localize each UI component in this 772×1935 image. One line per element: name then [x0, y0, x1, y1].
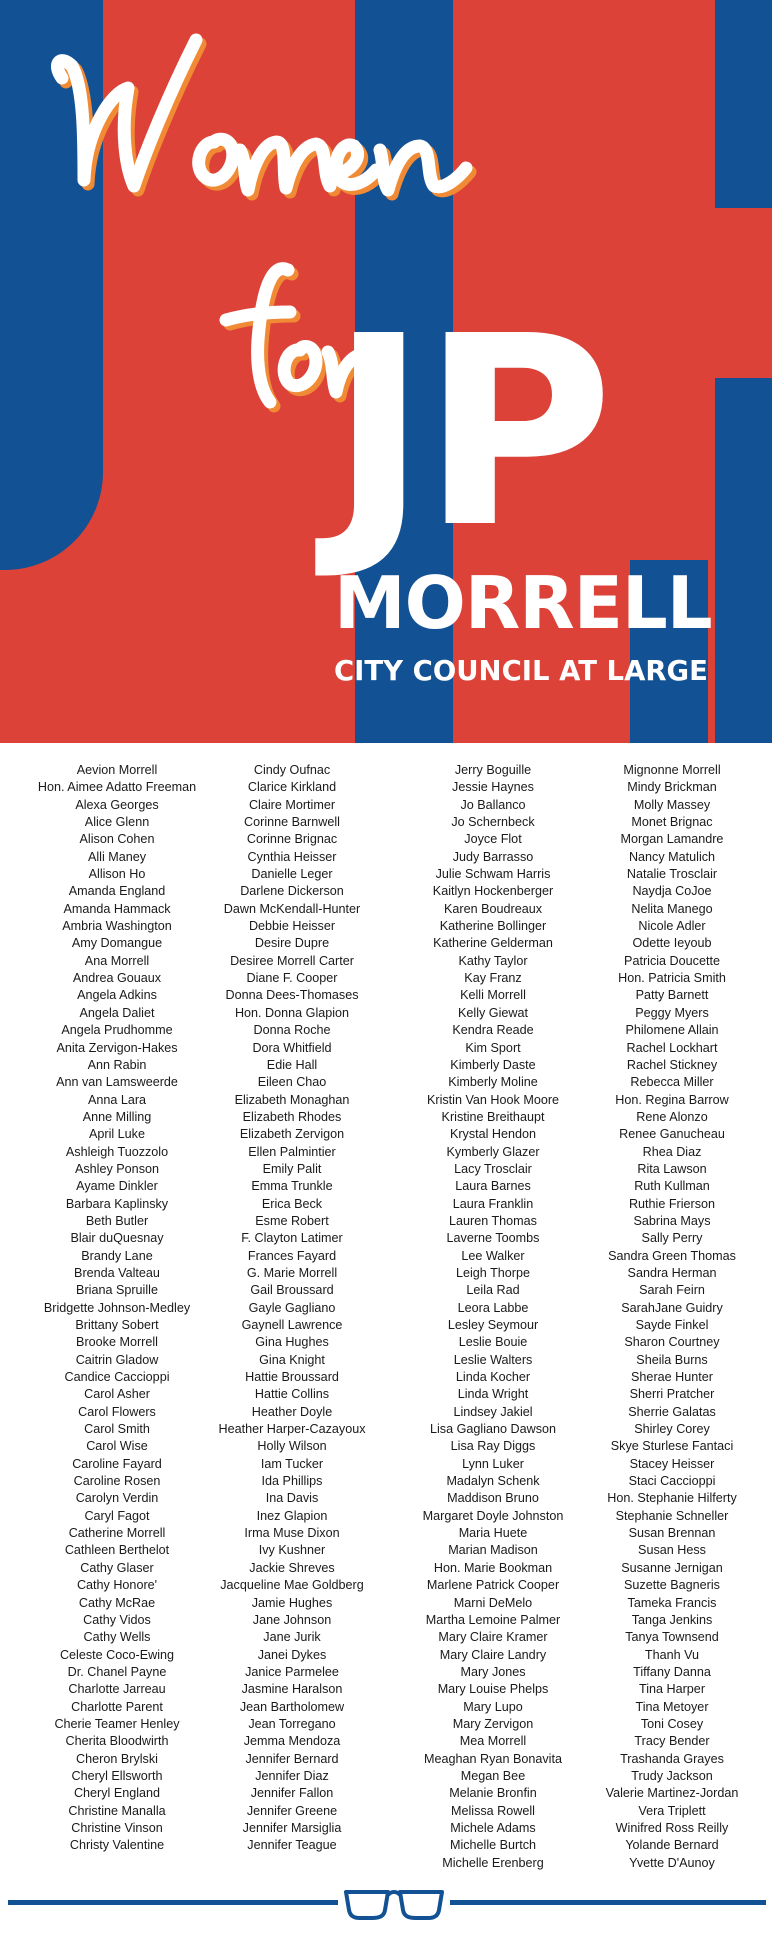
supporter-name: Holly Wilson — [257, 1439, 327, 1454]
supporter-name: Jasmine Haralson — [241, 1682, 343, 1697]
supporter-name: Kelly Giewat — [458, 1005, 528, 1020]
supporter-name: Amy Domangue — [71, 936, 163, 951]
supporters-column-4 — [562, 762, 772, 1872]
supporter-name: Hattie Collins — [254, 1387, 330, 1402]
supporter-name: Ruth Kullman — [634, 1179, 710, 1194]
supporter-name: Julie Schwam Harris — [435, 867, 551, 882]
supporter-name: Carolyn Verdin — [75, 1491, 159, 1506]
supporter-name: Staci Caccioppi — [628, 1474, 716, 1489]
supporter-name: Heather Harper-Cazayoux — [218, 1422, 366, 1437]
supporter-name: Mindy Brickman — [627, 780, 717, 795]
supporter-name: Celeste Coco-Ewing — [59, 1647, 175, 1662]
supporter-name: Shirley Corey — [634, 1422, 710, 1437]
supporter-name: Jennifer Fallon — [250, 1786, 334, 1801]
supporter-name: Briana Spruille — [76, 1283, 158, 1298]
supporter-name: Sherae Hunter — [631, 1370, 713, 1385]
supporter-name: Sherri Pratcher — [629, 1387, 715, 1402]
supporter-name: Gayle Gagliano — [248, 1300, 336, 1315]
supporter-name: Sandra Green Thomas — [608, 1248, 736, 1263]
supporter-name: Susanne Jernigan — [621, 1560, 723, 1575]
supporter-name: Tameka Francis — [627, 1595, 717, 1610]
supporter-name: Joyce Flot — [464, 832, 522, 847]
supporter-name: Gina Knight — [259, 1352, 325, 1367]
supporters-column-2 — [182, 762, 402, 1855]
supporter-name: Melissa Rowell — [451, 1803, 535, 1818]
supporter-name: Diane F. Cooper — [246, 971, 338, 986]
supporter-name: Hon. Patricia Smith — [618, 971, 726, 986]
supporter-name: Jacqueline Mae Goldberg — [220, 1578, 364, 1593]
supporter-name: Jennifer Diaz — [255, 1768, 329, 1783]
supporter-name: Christine Vinson — [71, 1820, 163, 1835]
supporter-name: Amanda England — [68, 884, 166, 899]
supporter-name: Sandra Herman — [627, 1265, 717, 1280]
supporter-name: Judy Barrasso — [452, 849, 534, 864]
supporter-name: Leslie Walters — [453, 1352, 533, 1367]
supporter-name: Frances Fayard — [247, 1248, 337, 1263]
supporter-name: Margaret Doyle Johnston — [422, 1508, 564, 1523]
supporter-name: Brandy Lane — [81, 1248, 153, 1263]
supporter-name: Cathy Honore' — [76, 1578, 158, 1593]
supporter-name: Rita Lawson — [637, 1161, 707, 1176]
supporter-name: Jessie Haynes — [452, 780, 534, 795]
supporter-name: Naydja CoJoe — [632, 884, 712, 899]
supporter-name: Ambria Washington — [62, 919, 172, 934]
supporter-name: Cathy Wells — [83, 1630, 151, 1645]
supporter-name: Kendra Reade — [452, 1023, 534, 1038]
supporter-name: Kay Franz — [464, 971, 522, 986]
supporter-name: Marian Madison — [448, 1543, 538, 1558]
supporter-name: Marlene Patrick Cooper — [426, 1578, 560, 1593]
footer-line-left — [8, 1900, 338, 1905]
supporter-name: Leila Rad — [466, 1283, 520, 1298]
supporter-name: Skye Sturlese Fantaci — [610, 1439, 734, 1454]
supporter-name: Vera Triplett — [638, 1803, 706, 1818]
supporter-name: Ivy Kushner — [258, 1543, 326, 1558]
supporter-name: Cynthia Heisser — [247, 849, 337, 864]
supporter-name: Janei Dykes — [257, 1647, 327, 1662]
supporter-name: Madalyn Schenk — [446, 1474, 540, 1489]
supporter-name: Carol Smith — [84, 1422, 150, 1437]
supporter-name: Hon. Aimee Adatto Freeman — [37, 780, 197, 795]
supporter-name: Jemma Mendoza — [243, 1734, 341, 1749]
supporter-name: Mignonne Morrell — [623, 763, 721, 777]
supporter-name: Winifred Ross Reilly — [615, 1820, 729, 1835]
supporter-name: Barbara Kaplinsky — [65, 1196, 169, 1211]
supporter-name: Molly Massey — [633, 797, 711, 812]
supporter-name: Rachel Stickney — [626, 1057, 718, 1072]
supporter-name: Rebecca Miller — [630, 1075, 714, 1090]
supporter-name: Mary Lupo — [463, 1699, 523, 1714]
supporter-name: Allison Ho — [88, 867, 146, 882]
supporter-name: Monet Brignac — [631, 815, 713, 830]
supporter-name: Cheryl Ellsworth — [71, 1768, 163, 1783]
supporter-name: Krystal Hendon — [449, 1127, 537, 1142]
supporter-name: Darlene Dickerson — [240, 884, 344, 899]
supporter-name: Rene Alonzo — [636, 1109, 708, 1124]
supporter-name: SarahJane Guidry — [621, 1300, 723, 1315]
supporter-name: Trashanda Grayes — [620, 1751, 724, 1766]
supporter-name: Ashleigh Tuozzolo — [65, 1144, 169, 1159]
supporter-name: Ruthie Frierson — [628, 1196, 716, 1211]
eyeglasses-icon — [342, 1886, 446, 1922]
supporter-name: Yolande Bernard — [625, 1838, 719, 1853]
supporter-name: Heather Doyle — [251, 1404, 333, 1419]
supporter-name: Elizabeth Zervigon — [239, 1127, 345, 1142]
supporter-name: Mea Morrell — [459, 1734, 527, 1749]
supporter-name: Cheryl England — [73, 1786, 161, 1801]
supporter-name: Lacy Trosclair — [454, 1161, 532, 1176]
supporter-name: Kimberly Daste — [450, 1057, 536, 1072]
supporter-name: G. Marie Morrell — [246, 1265, 338, 1280]
supporter-name: Cherita Bloodwirth — [65, 1734, 169, 1749]
supporter-name: Jackie Shreves — [249, 1560, 335, 1575]
supporter-name: Tracy Bender — [634, 1734, 710, 1749]
supporter-name: Michele Adams — [450, 1820, 536, 1835]
supporter-name: Lee Walker — [461, 1248, 525, 1263]
supporter-name: Carol Asher — [84, 1387, 150, 1402]
supporter-name: Jennifer Greene — [246, 1803, 338, 1818]
supporter-name: Rhea Diaz — [642, 1144, 702, 1159]
supporter-name: Lindsey Jakiel — [453, 1404, 533, 1419]
supporter-name: Maddison Bruno — [447, 1491, 539, 1506]
footer-divider — [0, 1880, 772, 1935]
supporter-name: Peggy Myers — [635, 1005, 709, 1020]
supporter-name: Linda Wright — [457, 1387, 529, 1402]
supporter-name: Jane Johnson — [252, 1612, 332, 1627]
supporter-name: Desire Dupre — [254, 936, 330, 951]
supporter-name: Christy Valentine — [69, 1838, 165, 1853]
supporter-name: Stacey Heisser — [629, 1456, 715, 1471]
supporter-name: Brooke Morrell — [76, 1335, 158, 1350]
supporter-name: Sally Perry — [641, 1231, 703, 1246]
supporter-name: Karen Boudreaux — [443, 901, 543, 916]
supporter-name: Melanie Bronfin — [449, 1786, 537, 1801]
supporter-name: Renee Ganucheau — [619, 1127, 725, 1142]
supporter-name: Alexa Georges — [75, 797, 159, 812]
supporter-name: Cathy McRae — [78, 1595, 156, 1610]
supporter-name: Cindy Oufnac — [253, 763, 331, 777]
supporter-name: Thanh Vu — [644, 1647, 700, 1662]
supporter-name: Jennifer Bernard — [245, 1751, 339, 1766]
supporter-name: Valerie Martinez-Jordan — [605, 1786, 739, 1801]
supporter-name: Morgan Lamandre — [620, 832, 724, 847]
supporter-name: Susan Hess — [638, 1543, 706, 1558]
supporter-name: Anne Milling — [82, 1109, 152, 1124]
supporter-name: Amanda Hammack — [63, 901, 171, 916]
supporter-name: Claire Mortimer — [248, 797, 336, 812]
supporter-name: Rachel Lockhart — [626, 1040, 718, 1055]
supporter-name: Candice Caccioppi — [64, 1370, 170, 1385]
supporter-name: Emily Palit — [262, 1161, 322, 1176]
supporter-name: Katherine Bollinger — [439, 919, 547, 934]
supporter-name: Anna Lara — [87, 1092, 147, 1107]
supporter-name: Ana Morrell — [84, 953, 150, 968]
supporter-name: Sheila Burns — [636, 1352, 708, 1367]
supporter-name: Mary Jones — [460, 1664, 526, 1679]
supporter-name: Jo Ballanco — [460, 797, 526, 812]
supporter-name: Hon. Marie Bookman — [433, 1560, 553, 1575]
supporter-name: Jean Torregano — [248, 1716, 336, 1731]
supporter-name: Donna Dees-Thomases — [225, 988, 359, 1003]
supporter-name: Nicole Adler — [638, 919, 706, 934]
supporter-name: Gail Broussard — [250, 1283, 334, 1298]
supporter-name: Patricia Doucette — [624, 953, 720, 968]
supporter-name: Emma Trunkle — [251, 1179, 333, 1194]
supporter-name: Megan Bee — [460, 1768, 526, 1783]
supporter-name: Ina Davis — [265, 1491, 319, 1506]
supporter-name: Meaghan Ryan Bonavita — [424, 1751, 562, 1766]
supporter-name: Yvette D'Aunoy — [629, 1855, 715, 1870]
supporter-name: Angela Adkins — [77, 988, 157, 1003]
supporter-name: Elizabeth Rhodes — [242, 1109, 342, 1124]
supporter-name: Linda Kocher — [455, 1370, 531, 1385]
supporter-name: Cheron Brylski — [76, 1751, 158, 1766]
supporter-name: Corinne Barnwell — [244, 815, 340, 830]
supporter-name: Alli Maney — [87, 849, 147, 864]
supporter-name: Dora Whitfield — [252, 1040, 332, 1055]
supporter-name: Kymberly Glazer — [446, 1144, 540, 1159]
supporter-name: Kelli Morrell — [460, 988, 526, 1003]
supporter-name: Carol Flowers — [78, 1404, 156, 1419]
supporter-name: Aevion Morrell — [76, 763, 158, 777]
footer-line-right — [450, 1900, 766, 1905]
supporter-name: Laura Franklin — [452, 1196, 534, 1211]
supporter-name: Caitrin Gladow — [75, 1352, 159, 1367]
supporter-name: Brittany Sobert — [75, 1318, 159, 1332]
candidate-initials: JP — [330, 280, 608, 585]
supporter-name: Angela Daliet — [79, 1005, 155, 1020]
supporter-name: Leslie Bouie — [458, 1335, 528, 1350]
supporter-name: Gina Hughes — [255, 1335, 329, 1350]
supporter-name: Sayde Finkel — [635, 1318, 709, 1332]
supporter-name: Beth Butler — [85, 1213, 149, 1228]
supporter-name: Brenda Valteau — [74, 1265, 160, 1280]
supporter-name: Laura Barnes — [455, 1179, 531, 1194]
supporter-name: Nelita Manego — [631, 901, 713, 916]
supporter-name: Lynn Luker — [462, 1456, 524, 1471]
office-title: CITY COUNCIL AT LARGE — [334, 655, 708, 687]
supporter-name: Natalie Trosclair — [626, 867, 718, 882]
supporter-name: Ashley Ponson — [74, 1161, 159, 1176]
supporter-name: Dawn McKendall-Hunter — [223, 901, 361, 916]
supporter-name: Irma Muse Dixon — [244, 1526, 340, 1541]
supporter-name: Tanga Jenkins — [631, 1612, 713, 1627]
supporter-name: Caryl Fagot — [84, 1508, 150, 1523]
supporter-name: Christine Manalla — [68, 1803, 166, 1818]
supporter-name: Ann van Lamsweerde — [56, 1075, 178, 1090]
supporter-name: Toni Cosey — [640, 1716, 704, 1731]
supporter-name: Anita Zervigon-Hakes — [56, 1040, 178, 1055]
supporter-name: Patty Barnett — [635, 988, 709, 1003]
supporter-name: Bridgette Johnson-Medley — [43, 1300, 191, 1315]
supporter-name: Susan Brennan — [628, 1526, 716, 1541]
supporter-name: Sabrina Mays — [633, 1213, 711, 1228]
supporter-name: Marni DeMelo — [453, 1595, 533, 1610]
supporter-name: Danielle Leger — [251, 867, 333, 882]
supporter-name: Kathy Taylor — [458, 953, 528, 968]
supporter-name: Cathy Glaser — [80, 1560, 154, 1575]
supporter-name: Jerry Boguille — [454, 763, 532, 777]
supporter-name: Gaynell Lawrence — [241, 1318, 343, 1332]
supporter-name: Angela Prudhomme — [61, 1023, 173, 1038]
supporter-name: Jane Jurik — [263, 1630, 321, 1645]
supporter-name: Desiree Morrell Carter — [230, 953, 354, 968]
supporter-name: Caroline Rosen — [73, 1474, 161, 1489]
supporter-name: Michelle Erenberg — [442, 1855, 544, 1870]
supporters-list — [0, 762, 772, 1882]
supporter-name: Hon. Regina Barrow — [615, 1092, 729, 1107]
supporter-name: Iam Tucker — [260, 1456, 324, 1471]
supporter-name: Jennifer Teague — [247, 1838, 337, 1853]
supporter-name: Ayame Dinkler — [76, 1179, 158, 1194]
supporter-name: Ellen Palmintier — [248, 1144, 336, 1159]
supporter-name: Tina Harper — [638, 1682, 706, 1697]
supporter-name: Edie Hall — [266, 1057, 318, 1072]
supporter-name: Cherie Teamer Henley — [54, 1716, 180, 1731]
supporter-name: Cathy Vidos — [83, 1612, 151, 1627]
supporter-name: Lesley Seymour — [447, 1318, 539, 1332]
supporter-name: Sharon Courtney — [624, 1335, 720, 1350]
supporter-name: Donna Roche — [253, 1023, 331, 1038]
supporter-name: Andrea Gouaux — [72, 971, 162, 986]
supporter-name: Mary Louise Phelps — [437, 1682, 549, 1697]
supporter-name: Hon. Donna Glapion — [234, 1005, 350, 1020]
supporter-name: Trudy Jackson — [631, 1768, 713, 1783]
supporter-name: Jo Schernbeck — [451, 815, 535, 830]
supporter-name: Debbie Heisser — [248, 919, 336, 934]
supporter-name: Maria Huete — [458, 1526, 528, 1541]
supporter-name: Cathleen Berthelot — [64, 1543, 170, 1558]
supporter-name: Tanya Townsend — [625, 1630, 719, 1645]
supporter-name: Caroline Fayard — [72, 1456, 162, 1471]
supporter-name: Lauren Thomas — [449, 1213, 537, 1228]
supporter-name: Dr. Chanel Payne — [67, 1664, 167, 1679]
supporter-name: Alison Cohen — [79, 832, 155, 847]
supporter-name: Janice Parmelee — [245, 1664, 339, 1679]
supporter-name: Ida Phillips — [261, 1474, 323, 1489]
header-banner — [0, 0, 772, 743]
supporter-name: Kristine Breithaupt — [441, 1109, 545, 1124]
supporter-name: Charlotte Parent — [71, 1699, 163, 1714]
supporter-name: Leigh Thorpe — [456, 1265, 530, 1280]
supporter-name: Lisa Ray Diggs — [450, 1439, 536, 1454]
supporter-name: Charlotte Jarreau — [68, 1682, 166, 1697]
supporter-name: F. Clayton Latimer — [241, 1231, 343, 1246]
supporter-name: Kim Sport — [465, 1040, 521, 1055]
supporter-name: Sarah Feirn — [639, 1283, 705, 1298]
supporter-name: Michelle Burtch — [449, 1838, 537, 1853]
supporter-name: Esme Robert — [255, 1213, 329, 1228]
supporter-name: Ann Rabin — [87, 1057, 147, 1072]
supporter-name: Hattie Broussard — [245, 1370, 339, 1385]
supporter-name: Alice Glenn — [84, 815, 150, 830]
supporter-name: Erica Beck — [261, 1196, 323, 1211]
supporter-name: Tina Metoyer — [635, 1699, 709, 1714]
supporter-name: Odette Ieyoub — [632, 936, 712, 951]
supporter-name: Hon. Stephanie Hilferty — [607, 1491, 737, 1506]
supporter-name: Katherine Gelderman — [433, 936, 553, 951]
supporter-name: Tiffany Danna — [633, 1664, 711, 1679]
candidate-surname: MORRELL — [334, 561, 712, 645]
supporter-name: Nancy Matulich — [628, 849, 716, 864]
supporter-name: Kimberly Moline — [448, 1075, 538, 1090]
supporter-name: April Luke — [88, 1127, 145, 1142]
supporter-name: Sherrie Galatas — [628, 1404, 716, 1419]
supporter-name: Blair duQuesnay — [70, 1231, 164, 1246]
supporter-name: Jennifer Marsiglia — [242, 1820, 342, 1835]
supporter-name: Corinne Brignac — [246, 832, 338, 847]
supporter-name: Mary Zervigon — [452, 1716, 534, 1731]
supporter-name: Carol Wise — [86, 1439, 148, 1454]
supporter-name: Catherine Morrell — [68, 1526, 166, 1541]
supporter-name: Philomene Allain — [625, 1023, 719, 1038]
supporter-name: Kristin Van Hook Moore — [426, 1092, 560, 1107]
supporter-name: Mary Claire Landry — [439, 1647, 547, 1662]
supporter-name: Laverne Toombs — [446, 1231, 540, 1246]
supporter-name: Inez Glapion — [256, 1508, 328, 1523]
supporter-name: Jamie Hughes — [251, 1595, 333, 1610]
supporter-name: Stephanie Schneller — [615, 1508, 729, 1523]
supporter-name: Lisa Gagliano Dawson — [429, 1422, 556, 1437]
supporter-name: Clarice Kirkland — [247, 780, 337, 795]
supporter-name: Kaitlyn Hockenberger — [432, 884, 554, 899]
supporter-name: Suzette Bagneris — [624, 1578, 720, 1593]
supporter-name: Leora Labbe — [457, 1300, 529, 1315]
supporter-name: Jean Bartholomew — [239, 1699, 345, 1714]
supporter-name: Mary Claire Kramer — [438, 1630, 548, 1645]
supporter-name: Martha Lemoine Palmer — [425, 1612, 561, 1627]
supporter-name: Eileen Chao — [257, 1075, 327, 1090]
supporter-name: Elizabeth Monaghan — [234, 1092, 350, 1107]
